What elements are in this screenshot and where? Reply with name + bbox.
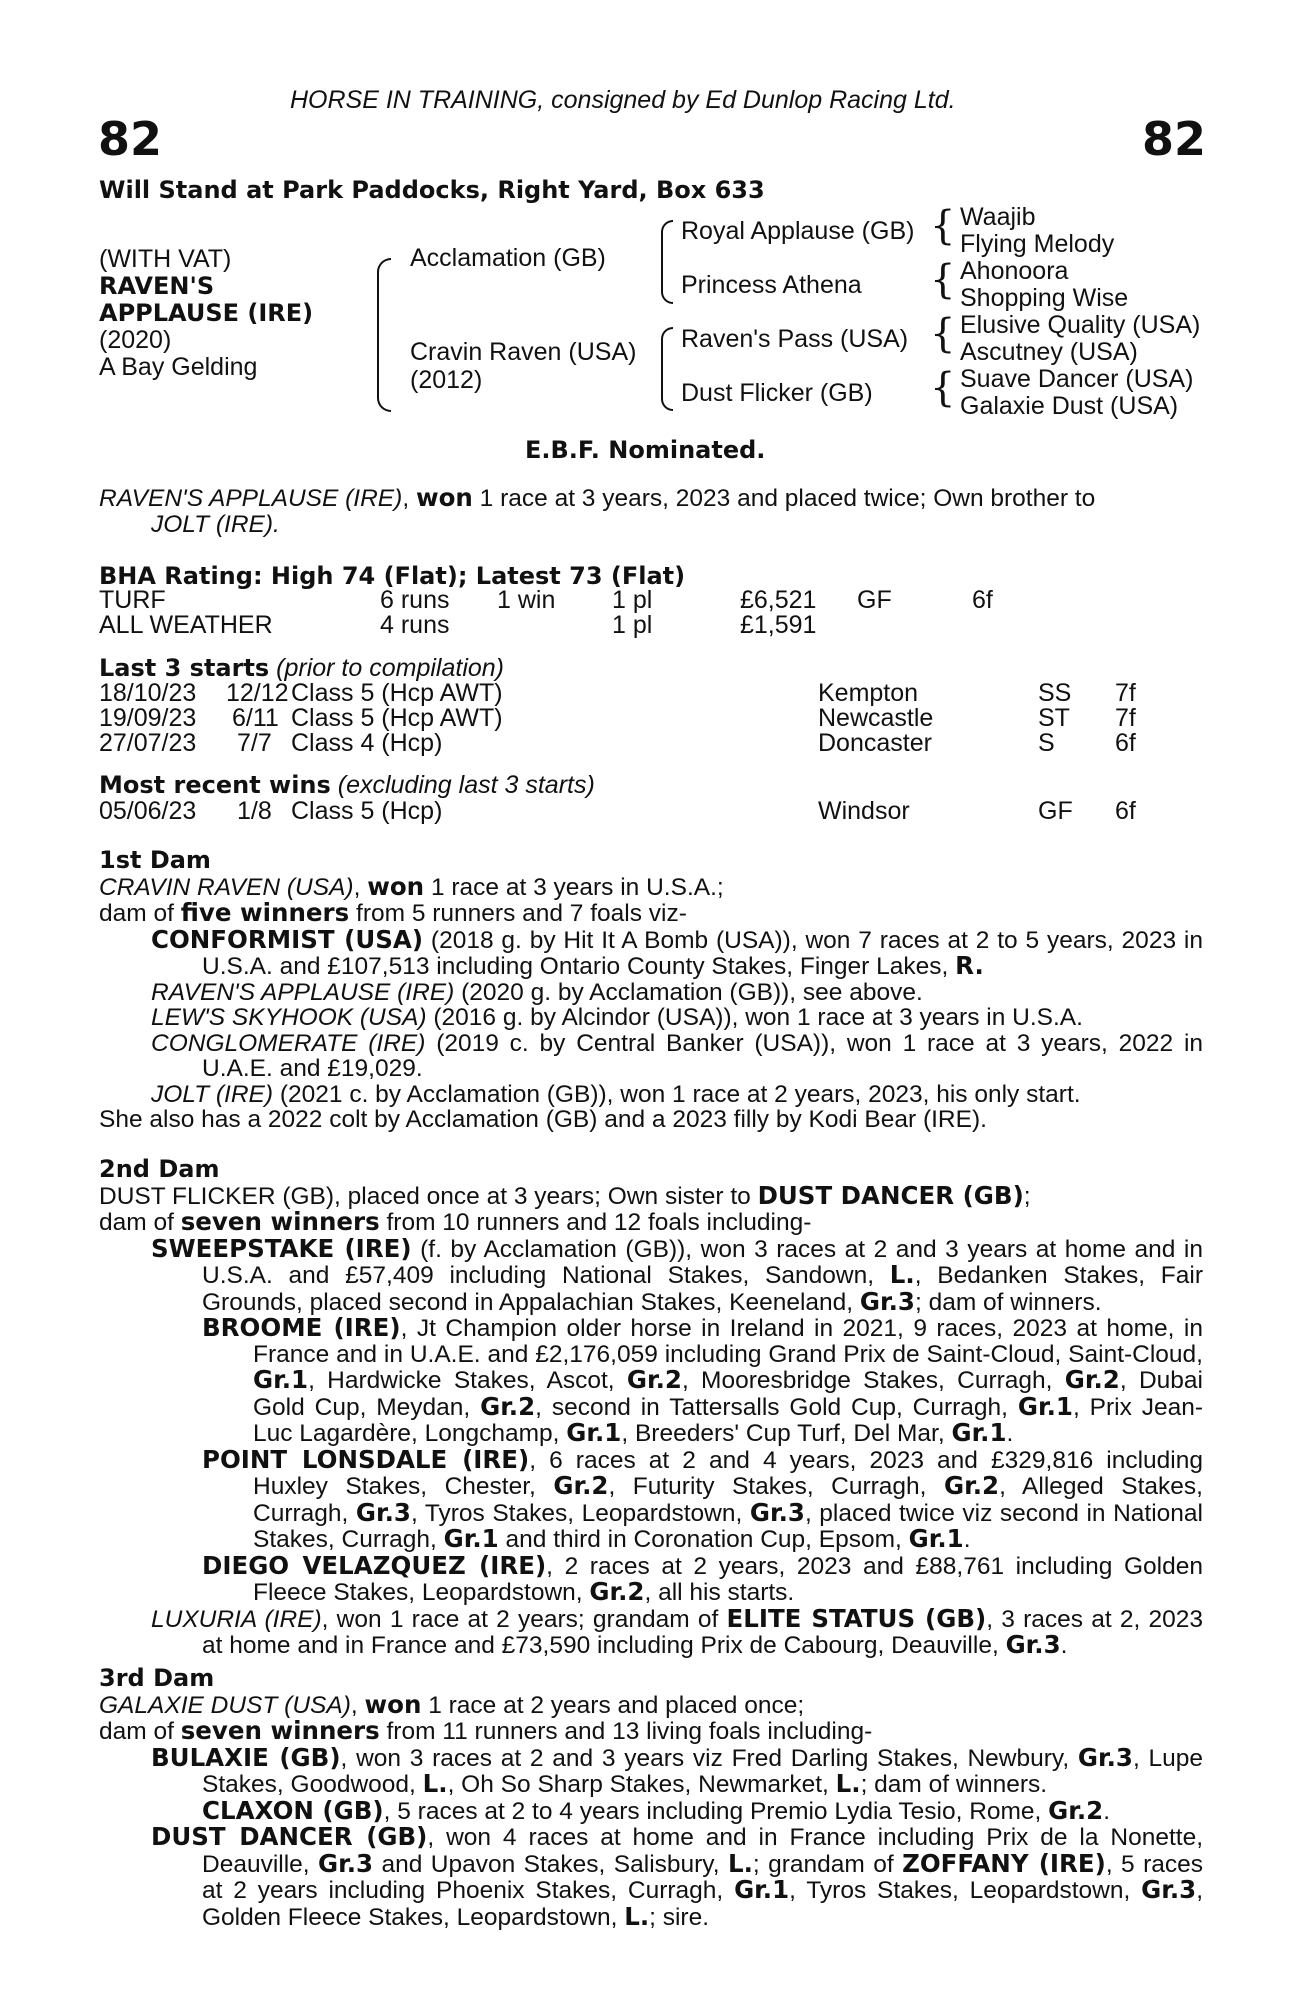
summary-won: won [415,483,473,512]
vat-note: (WITH VAT) [99,245,232,273]
progeny-text: , Tyros Stakes, Leopardstown, [789,1877,1142,1904]
pedigree-curly-brace: { [930,365,956,411]
grade: Gr.2 [1048,1795,1104,1825]
pedigree-dam-year: (2012) [410,366,483,394]
last3-heading-bold: Last 3 starts [99,654,270,682]
last3-heading [99,655,504,681]
progeny-text: , 3 races at 2, 2023 at home and in France and £73,590 including Prix de Cabourg, Deauville, [202,1605,1203,1659]
grade: Gr.3 [1141,1875,1197,1904]
start-position: 7/7 [237,729,272,757]
progeny-name: JOLT (IRE) [151,1080,274,1108]
progeny-text: , won 1 race at 2 years; grandam of [321,1605,727,1633]
progeny-text: (2020 g. by Acclamation (GB)), see above. [454,978,923,1006]
ebf-nomination: E.B.F. Nominated. [525,436,766,464]
progeny-entry [99,1005,1203,1031]
grade: L. [889,1260,915,1289]
start-course: Doncaster [818,729,932,757]
progeny-text: , placed twice viz second in National Stakes, Curragh, [253,1499,1203,1553]
progeny-name: SWEEPSTAKE (IRE) [151,1233,412,1263]
dam-intro-end: ; [1023,1182,1031,1210]
rating-placed: 1 pl [612,586,653,614]
start-distance: 6f [1115,729,1136,757]
progeny-text: , Dubai Gold Cup, Meydan, [253,1367,1203,1421]
grade: Gr.2 [553,1471,609,1500]
start-date: 18/10/23 [99,679,197,707]
pedigree-curly-brace: { [930,257,956,303]
grade: Gr.1 [951,1418,1007,1447]
progeny-text: , Bedanken Stakes, Fair Grounds, placed second in Appalachian Stakes, Keeneland, [202,1262,1203,1316]
progeny-text: (f. by Acclamation (GB)), won 3 races at 2 and 3 years at home and in U.S.A. and £57,409 including National Stakes, Sandown, [202,1235,1203,1289]
progeny-name: CLAXON (GB) [202,1795,384,1825]
lot-number-left: 82 [98,112,163,166]
pedigree-sire: Acclamation (GB) [410,244,606,272]
progeny-text: (2021 c. by Acclamation (GB)), won 1 race at 2 years, 2023, his only start. [273,1080,1081,1108]
grade: Gr.3 [318,1848,374,1878]
grade: Gr.2 [1064,1365,1120,1394]
pedigree-gen3: Flying Melody [960,230,1115,258]
progeny-text: , won 4 races at home and in France including Prix de la Nonette, Deauville, [202,1824,1204,1878]
progeny-text: , 2 races at 2 years, 2023 and £88,761 including Golden Fleece Stakes, Leopardstown, [253,1552,1203,1606]
progeny-name: ZOFFANY (IRE) [902,1848,1106,1878]
win-position: 1/8 [237,797,272,825]
progeny-name: DIEGO VELAZQUEZ (IRE) [202,1550,547,1580]
win-course: Windsor [818,797,910,825]
progeny-text: , Breeders' Cup Turf, Del Mar, [621,1420,952,1447]
progeny-name: CONFORMIST (USA) [151,924,424,954]
pedigree-curly-brace: { [930,311,956,357]
start-distance: 7f [1115,704,1136,732]
progeny-text: , won 3 races at 2 and 3 years viz Fred Darling Stakes, Newbury, [340,1744,1078,1772]
third-dam-section: 3rd Dam GALAXIE DUST (USA), won 1 race at 2 years and placed once; dam of seven winners from 11 runners and 13 living foals including- BULAXIE (GB), won 3 races at 2 and 3 years viz Fred Darling Stakes, Newbury, Gr.3, Lupe Stakes, Goodwood, L., Oh So Sharp Stakes, Newmarket, L.; dam of winners. CLAXON (GB), 5 races at 2 to 4 years including Premio Lydia Tesio, Rome, Gr.2. DUST DANCER (GB), won 4 races at home and in France including Prix de la Nonette, Deauville, Gr.3 and Upavon Stakes, Salisbury, L.; grandam of ZOFFANY (IRE), 5 races at 2 years including Phoenix Stakes, Curragh, Gr.1, Tyros Stakes, Leopardstown, Gr.3, Golden Fleece Stakes, Leopardstown, L.; sire. [99,1664,1204,1931]
lot-number-right: 82 [1142,112,1207,166]
progeny-text: , Mooresbridge Stakes, Curragh, [681,1367,1065,1394]
dam-of-pre: dam of [99,1209,181,1236]
pedigree-gen3: Ascutney (USA) [960,338,1138,366]
rating-prize: £1,591 [740,611,817,639]
progeny-text: and third in Coronation Cup, Epsom, [498,1526,909,1553]
progeny-text: , Hardwicke Stakes, Ascot, [308,1367,627,1394]
recent-heading-bold: Most recent wins [99,771,331,799]
grade: Gr.2 [589,1577,645,1606]
progeny-text: ; grandam of [752,1850,903,1878]
progeny-text: , 5 races at 2 to 4 years including Premio Lydia Tesio, Rome, [383,1797,1049,1825]
pedigree-sire-sire: Royal Applause (GB) [681,217,915,245]
progeny-text: , Tyros Stakes, Leopardstown, [410,1499,750,1527]
grade: Gr.1 [253,1365,309,1394]
pedigree-gen3: Shopping Wise [960,284,1129,312]
first-dam-section: 1st Dam CRAVIN RAVEN (USA), won 1 race at 3 years in U.S.A.; dam of five winners from 5 runners and 7 foals viz- CONFORMIST (USA) (2018 g. by Hit It A Bomb (USA)), won 7 races at 2 to 5 years, 2023 in U.S.A. and £107,513 including Ontario County Stakes, Finger Lakes, R. RAVEN'S APPLAUSE (IRE) (2020 g. by Acclamation (GB)), see above. LEW'S SKYHOOK (USA) (2016 g. by Alcindor (USA)), won 1 race at 3 years in U.S.A. CONGLOMERATE (IRE) (2019 c. by Central Banker (USA)), won 1 race at 3 years, 2022 in U.A.E. and £19,029. JOLT (IRE) (2021 c. by Acclamation (GB)), won 1 race at 2 years, 2023, his only start. She also has a 2022 colt by Acclamation (GB) and a 2023 filly by Kodi Bear (IRE). [99,846,1204,1133]
progeny-entry [99,1082,1203,1108]
start-going: S [1038,729,1055,757]
start-date: 19/09/23 [99,704,197,732]
rating-prize: £6,521 [740,586,817,614]
grade: Gr.2 [944,1471,1000,1500]
horse-summary: RAVEN'S APPLAUSE (IRE), won 1 race at 3 years, 2023 and placed twice; Own brother to JOLT (IRE). [99,485,1203,537]
progeny-text: ; dam of winners. [860,1771,1048,1798]
progeny-text: , Futurity Stakes, Curragh, [608,1473,945,1500]
grade: Gr.3 [355,1497,411,1527]
horse-name-line2: APPLAUSE (IRE) [99,299,314,327]
start-position: 6/11 [232,704,279,732]
progeny-name: CONGLOMERATE (IRE) [151,1029,426,1057]
progeny-entry [99,1742,1203,1798]
grade: Gr.1 [443,1524,499,1553]
progeny-text: (2018 g. by Hit It A Bomb (USA)), won 7 races at 2 to 5 years, 2023 in U.S.A. and £107,513 including Ontario County Stakes, Finger Lakes, [202,926,1203,980]
bha-rating-heading: BHA Rating: High 74 (Flat); Latest 73 (Flat) [99,562,686,590]
rating-surface: TURF [99,586,166,614]
first-dam-heading: 1st Dam [99,846,211,874]
second-dam-heading: 2nd Dam [99,1155,220,1183]
dam-of-post: from 10 runners and 12 foals including- [379,1209,812,1236]
summary-line2: JOLT (IRE). [151,510,280,538]
dam-intro: 1 race at 3 years in U.S.A.; [424,873,724,901]
dam-won: won [367,871,425,901]
start-distance: 7f [1115,679,1136,707]
progeny-text: , 6 races at 2 and 4 years, 2023 and £329,816 including Huxley Stakes, Chester, [253,1446,1203,1500]
start-class: Class 5 (Hcp AWT) [291,704,503,732]
start-going: ST [1038,704,1070,732]
progeny-text: , Jt Champion older horse in Ireland in 2021, 9 races, 2023 at home, in France and in U.A.E. and £2,176,059 including Grand Prix de Saint-Cloud, Saint-Cloud, [253,1315,1204,1368]
win-distance: 6f [1115,797,1136,825]
dam-name: CRAVIN RAVEN (USA) [99,873,354,901]
progeny-text: and Upavon Stakes, Salisbury, [373,1850,728,1878]
pedigree-sire-dam: Princess Athena [681,271,862,299]
grade: Gr.3 [859,1286,915,1316]
stand-location: Will Stand at Park Paddocks, Right Yard, Box 633 [99,176,765,204]
progeny-grade: R. [955,951,984,980]
dam-won: won [364,1689,422,1719]
dam-of-post: from 11 runners and 13 living foals including- [379,1718,873,1745]
start-course: Kempton [818,679,919,707]
recent-wins-heading [99,772,595,798]
progeny-text: , all his starts. [644,1579,795,1606]
progeny-entry [99,1031,1203,1082]
horse-year: (2020) [99,326,172,354]
progeny-name: POINT LONSDALE (IRE) [202,1444,530,1474]
dam-name: GALAXIE DUST (USA) [99,1691,351,1719]
pedigree-dam-sire: Raven's Pass (USA) [681,325,909,353]
progeny-name: DUST DANCER (GB) [151,1822,428,1851]
pedigree-brace-sire [661,220,673,304]
progeny-text: , Golden Fleece Stakes, Leopardstown, [202,1877,1204,1931]
grade: Gr.1 [734,1875,790,1904]
dam-of-winners: seven winners [180,1716,380,1745]
horse-name-line1: RAVEN'S [99,272,215,300]
progeny-entry [99,1603,1203,1659]
progeny-name: RAVEN'S APPLAUSE (IRE) [151,978,455,1006]
win-date: 05/06/23 [99,797,197,825]
progeny-text: ; dam of winners. [914,1288,1102,1316]
dam-also-has: She also has a 2022 colt by Acclamation (GB) and a 2023 filly by Kodi Bear (IRE). [99,1106,987,1133]
second-dam-section [99,1157,1203,1659]
grade: Gr.1 [566,1418,622,1447]
progeny-text: . [1006,1420,1014,1447]
grade: L. [422,1769,448,1798]
progeny-text: . [1060,1632,1068,1659]
pedigree-dam: Cravin Raven (USA) [410,338,637,366]
progeny-name: LUXURIA (IRE) [151,1605,322,1633]
grade: Gr.3 [1005,1630,1061,1659]
pedigree-gen3: Ahonoora [960,257,1069,285]
pedigree-gen3: Elusive Quality (USA) [960,311,1201,339]
pedigree-gen3: Galaxie Dust (USA) [960,392,1179,420]
progeny-text: . [963,1526,971,1553]
dam-intro: DUST FLICKER (GB), placed once at 3 years; Own sister to [99,1182,758,1210]
progeny-entry [99,1444,1203,1553]
progeny-entry [99,1233,1203,1316]
grade: Gr.3 [749,1497,805,1527]
progeny-text: , Oh So Sharp Stakes, Newmarket, [447,1771,836,1798]
progeny-text: , 5 races at 2 years including Phoenix Stakes, Curragh, [202,1850,1203,1904]
progeny-entry [99,924,1203,980]
page-title: HORSE IN TRAINING, consigned by Ed Dunlop Racing Ltd. [290,86,956,114]
progeny-entry [99,1315,1203,1447]
grade: L. [624,1901,650,1931]
dam-of-post: from 5 runners and 7 foals viz- [349,900,687,927]
progeny-entry [99,1550,1203,1606]
progeny-text: , Prix Jean-Luc Lagardère, Longchamp, [253,1393,1203,1447]
grade: L. [727,1848,753,1878]
grade: L. [835,1769,861,1798]
rating-distance: 6f [972,586,993,614]
progeny-text: , second in Tattersalls Gold Cup, Curragh, [535,1393,1018,1421]
start-date: 27/07/23 [99,729,197,757]
win-class: Class 5 (Hcp) [291,797,443,825]
recent-heading-note: (excluding last 3 starts) [330,771,595,799]
dam-of-winners: five winners [180,898,350,927]
progeny-entry [99,1824,1203,1930]
start-position: 12/12 [226,679,289,707]
progeny-name: BROOME (IRE) [202,1313,401,1342]
start-going: SS [1038,679,1072,707]
start-course: Newcastle [818,704,934,732]
win-going: GF [1038,797,1073,825]
dam-of-pre: dam of [99,1718,181,1745]
rating-runs: 4 runs [380,611,450,639]
rating-runs: 6 runs [380,586,450,614]
summary-text: 1 race at 3 years, 2023 and placed twice; Own brother to [472,485,1096,512]
dam-of-winners: seven winners [180,1207,380,1236]
dam-intro: 1 race at 2 years and placed once; [421,1691,805,1719]
progeny-entry [99,1795,1203,1825]
pedigree-dam-dam: Dust Flicker (GB) [681,379,873,407]
progeny-name: ELITE STATUS (GB) [726,1603,987,1633]
progeny-text: , Alleged Stakes, Curragh, [253,1473,1203,1527]
start-class: Class 5 (Hcp AWT) [291,679,503,707]
pedigree-curly-brace: { [930,203,956,249]
progeny-text: (2016 g. by Alcindor (USA)), won 1 race at 3 years in U.S.A. [426,1004,1083,1031]
dam-of-pre: dam of [99,900,181,927]
rating-placed: 1 pl [612,611,653,639]
progeny-text: (2019 c. by Central Banker (USA)), won 1 race at 3 years, 2022 in U.A.E. and £19,029. [202,1029,1204,1082]
pedigree-gen3: Suave Dancer (USA) [960,365,1194,393]
third-dam-heading: 3rd Dam [99,1664,215,1692]
dam-sister: DUST DANCER (GB) [757,1180,1024,1210]
progeny-text: . [1103,1797,1111,1825]
pedigree-gen3: Waajib [960,203,1036,231]
progeny-entry [99,980,1203,1006]
rating-wins: 1 win [497,586,556,614]
grade: Gr.3 [1077,1742,1133,1772]
rating-surface: ALL WEATHER [99,611,273,639]
progeny-text: , Lupe Stakes, Goodwood, [202,1744,1203,1798]
progeny-name: LEW'S SKYHOOK (USA) [151,1004,427,1031]
start-class: Class 4 (Hcp) [291,729,443,757]
last3-heading-note: (prior to compilation) [269,654,505,682]
progeny-name: BULAXIE (GB) [151,1742,341,1772]
horse-description: A Bay Gelding [99,353,258,381]
progeny-text: ; sire. [649,1903,710,1931]
grade: Gr.1 [908,1524,964,1553]
rating-going: GF [857,586,892,614]
pedigree-brace-gen1 [377,258,391,412]
pedigree-brace-dam [661,327,673,411]
grade: Gr.2 [626,1365,682,1394]
grade: Gr.1 [1017,1391,1073,1421]
grade: Gr.2 [480,1391,536,1421]
summary-name: RAVEN'S APPLAUSE (IRE) [99,485,403,512]
